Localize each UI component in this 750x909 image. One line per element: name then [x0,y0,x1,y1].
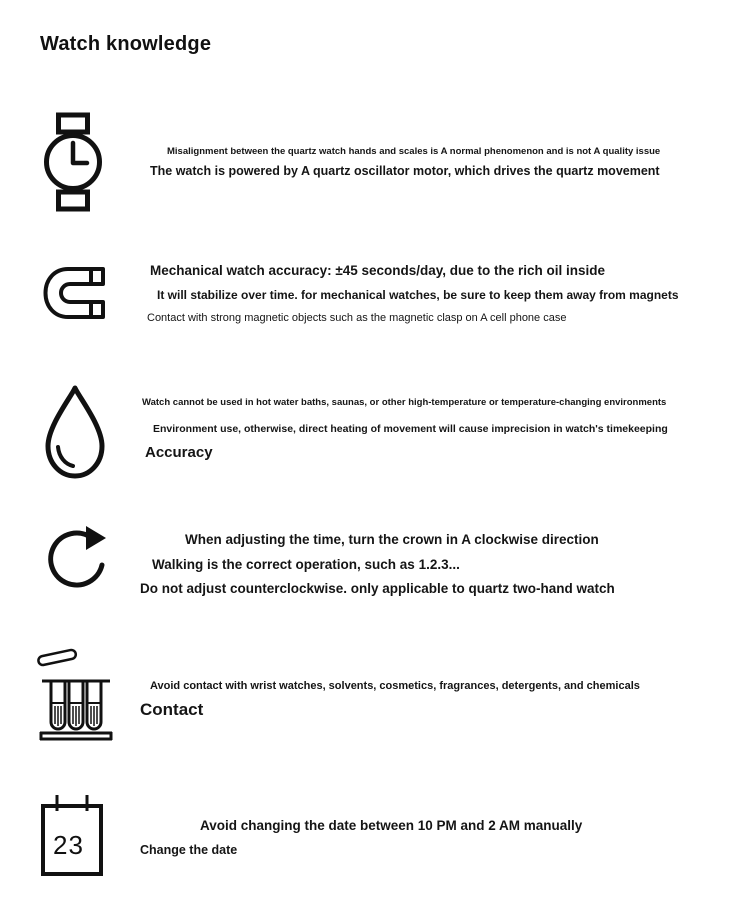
clockwise-arrow-icon [40,523,110,595]
section-magnetism [0,262,750,332]
test-tubes-icon [36,645,116,742]
calendar-icon [40,790,104,878]
section-line: When adjusting the time, turn the crown in A clockwise direction [185,532,599,547]
section-line: Walking is the correct operation, such as 1.2.3... [152,557,460,572]
section-line: Avoid contact with wrist watches, solvents, cosmetics, fragrances, detergents, and chemicals [150,680,640,692]
section-crown-adjustment [0,520,750,600]
section-line: Watch cannot be used in hot water baths, saunas, or other high-temperature or temperature-changing environments [142,397,667,408]
section-quartz-movement [0,112,750,222]
section-line: Contact with strong magnetic objects such as the magnetic clasp on A cell phone case [147,312,567,324]
section-line: Misalignment between the quartz watch hands and scales is A normal phenomenon and is not A quality issue [167,146,661,157]
section-date-change [0,790,750,880]
section-line: Change the date [140,843,238,857]
water-drop-icon [38,383,112,481]
section-line: Mechanical watch accuracy: ±45 seconds/day, due to the rich oil inside [150,263,606,278]
section-temperature [0,383,750,483]
section-line: Environment use, otherwise, direct heating of movement will cause imprecision in watch's timekeeping [153,423,668,435]
section-chemicals [0,645,750,745]
magnet-icon [40,262,108,324]
page-title: Watch knowledge [40,33,212,55]
section-line: The watch is powered by A quartz oscillator motor, which drives the quartz movement [150,164,660,178]
section-heading: Accuracy [145,444,213,461]
section-line: It will stabilize over time. for mechanical watches, be sure to keep them away from magnets [157,288,679,302]
section-line: Do not adjust counterclockwise. only applicable to quartz two-hand watch [140,581,615,596]
wristwatch-icon [42,112,104,212]
section-line: Avoid changing the date between 10 PM and 2 AM manually [200,818,583,833]
calendar-day: 23 [53,830,84,860]
section-heading: Contact [140,700,204,719]
